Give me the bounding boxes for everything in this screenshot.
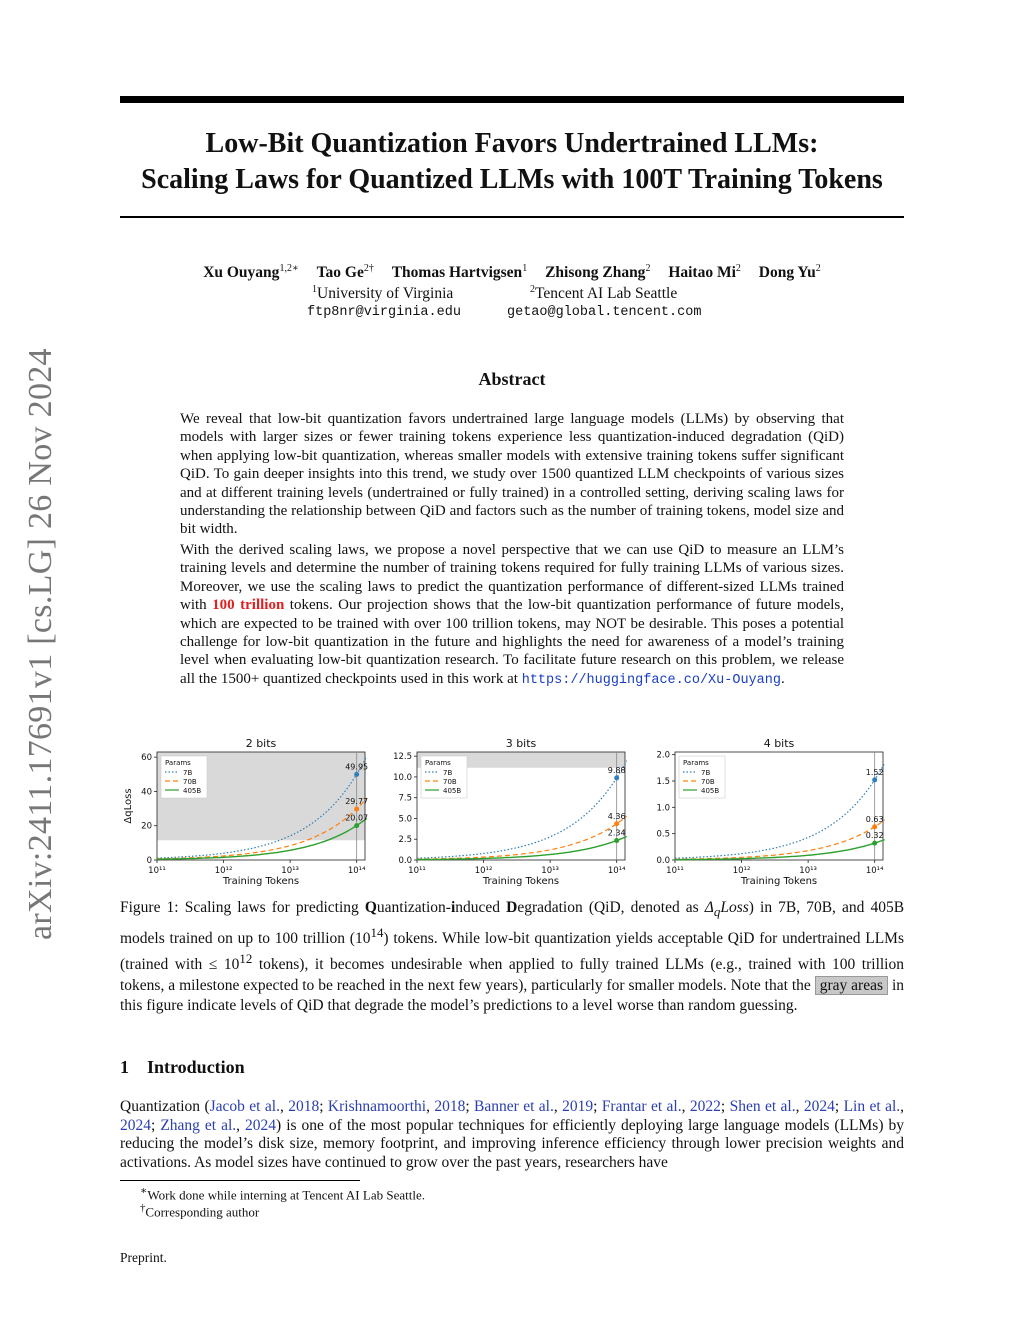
- citation-link[interactable]: 2024: [245, 1116, 277, 1134]
- y-tick-label: 2.5: [398, 835, 412, 846]
- legend: [421, 756, 467, 798]
- footnote-1: ∗Work done while interning at Tencent AI Lab Seattle.: [140, 1185, 425, 1203]
- x-axis-label: Training Tokens: [482, 876, 560, 887]
- y-tick-label: 20: [141, 821, 152, 832]
- footnote-2: †Corresponding author: [140, 1202, 260, 1220]
- citation-link[interactable]: Krishnamoorthi: [327, 1098, 427, 1115]
- figure-1-caption: Figure 1: Scaling laws for predicting Quantization-induced Degradation (QiD, denoted as $\Delta_qLoss$) in 7B, 70B, and 405B models trained on up to 100 trillion $(10^{14})$ tokens. While low-bit quantization yields acceptable QiD for undertrained LLMs (trained with ≤ $10^{12}$ tokens), it becomes undesirable when applied to fully trained LLMs (e.g., trained with 100 trillion tokens, a milestone expected to be reached in the next few years), particularly for smaller models. Note that the gray areas in this figure indicate levels of QiD that degrade the model’s predictions to a level worse than random guessing.: [120, 899, 905, 1015]
- y-axis-label: ΔqLoss: [123, 788, 134, 824]
- x-tick-label: 10¹³: [281, 866, 299, 876]
- abstract-heading: Abstract: [478, 369, 546, 389]
- title-bottom-rule: [120, 216, 904, 218]
- legend: [679, 756, 725, 798]
- email-1[interactable]: ftp8nr@virginia.edu: [307, 305, 461, 320]
- author: Dong Yu$^2$: [758, 263, 821, 282]
- endpoint-label-70B: 29.77: [345, 796, 369, 806]
- legend-title: Params: [165, 759, 191, 767]
- chart-title: 3 bits: [505, 737, 537, 750]
- introduction-paragraph: Quantization (Jacob et al., 2018; Krishnamoorthi, 2018; Banner et al., 2019; Frantar et al., 2022; Shen et al., 2024; Lin et al., 2024; Zhang et al., 2024) is one of the most popular techniques for efficiently deploying large language models (LLMs) by reducing the model’s disk size, memory footprint, and improving inference efficiency through lower precision weights and activations. As model sizes have continued to grow over the past years, researchers have: [120, 1098, 905, 1171]
- citation-link[interactable]: Jacob et al.: [209, 1098, 280, 1115]
- chart-title: 2 bits: [245, 737, 277, 750]
- y-tick-label: 0.5: [656, 829, 670, 840]
- endpoint-label-405B: 0.32: [865, 831, 884, 841]
- citation-link[interactable]: 2022: [689, 1098, 721, 1115]
- x-tick-label: 10¹²: [474, 866, 493, 876]
- legend-label-70B: 70B: [701, 778, 715, 786]
- endpoint-marker-70B: [872, 824, 877, 829]
- series-line-70B: [675, 820, 885, 859]
- figure-1: [110, 732, 910, 892]
- x-tick-label: 10¹⁴: [865, 866, 884, 876]
- y-tick-label: 60: [141, 753, 152, 764]
- x-axis-label: Training Tokens: [222, 876, 300, 887]
- citation-link[interactable]: Shen et al.: [729, 1098, 796, 1115]
- author-list: [120, 263, 904, 282]
- y-tick-label: 0.0: [656, 856, 670, 866]
- endpoint-marker-70B: [354, 806, 359, 811]
- author: Haitao Mi$^2$: [668, 263, 741, 282]
- citation-link[interactable]: Banner et al.: [474, 1098, 554, 1115]
- chart-3-bits: [393, 737, 627, 887]
- affiliation-1: $^1$University of Virginia: [312, 284, 454, 303]
- legend-label-70B: 70B: [443, 778, 457, 786]
- endpoint-marker-70B: [614, 821, 619, 826]
- x-axis-label: Training Tokens: [740, 876, 818, 887]
- legend-title: Params: [683, 759, 709, 767]
- citation-link[interactable]: 2024: [803, 1098, 835, 1115]
- y-tick-label: 0.0: [398, 856, 412, 866]
- citation-link[interactable]: 2024: [120, 1116, 151, 1134]
- title-line-2: Scaling Laws for Quantized LLMs with 100T Training Tokens: [141, 164, 883, 195]
- author: Thomas Hartvigsen$^1$: [391, 263, 528, 282]
- chart-4-bits: [656, 737, 884, 887]
- y-tick-label: 1.0: [656, 803, 670, 814]
- email-2[interactable]: getao@global.tencent.com: [507, 305, 702, 320]
- legend-title: Params: [425, 759, 451, 767]
- gray-areas-box: gray areas: [815, 976, 888, 995]
- series-line-70B: [417, 816, 627, 859]
- endpoint-marker-405B: [354, 823, 359, 828]
- author: Tao $Ge^{2\dagger}$: [316, 263, 374, 282]
- endpoint-marker-7B: [872, 777, 877, 782]
- citation-link[interactable]: 2018: [288, 1098, 320, 1115]
- y-tick-label: 2.0: [656, 750, 670, 761]
- paper-title: [120, 126, 904, 198]
- endpoint-marker-405B: [872, 841, 877, 846]
- y-tick-label: 12.5: [393, 752, 412, 763]
- citation-link[interactable]: Zhang et al.: [160, 1116, 237, 1134]
- x-tick-label: 10¹⁴: [347, 866, 366, 876]
- x-tick-label: 10¹⁴: [607, 866, 626, 876]
- x-tick-label: 10¹²: [214, 866, 233, 876]
- chart-title: 4 bits: [763, 737, 795, 750]
- endpoint-label-7B: 1.52: [865, 767, 884, 777]
- x-tick-label: 10¹¹: [408, 866, 426, 876]
- citation-link[interactable]: 2019: [562, 1098, 594, 1115]
- endpoint-label-7B: 9.88: [607, 765, 626, 775]
- legend-label-405B: 405B: [183, 787, 202, 795]
- chart-2-bits: [123, 737, 368, 887]
- x-tick-label: 10¹¹: [666, 866, 684, 876]
- footnote-rule: [120, 1180, 360, 1181]
- affiliation-2: $^2$Tencent AI Lab Seattle: [530, 284, 678, 303]
- legend: [161, 756, 207, 798]
- endpoint-label-70B: 0.63: [865, 814, 884, 824]
- legend-label-7B: 7B: [443, 769, 453, 777]
- arxiv-side-label: arXiv:2411.17691v1 [cs.LG] 26 Nov 2024: [22, 348, 59, 940]
- x-tick-label: 10¹¹: [148, 866, 166, 876]
- citation-link[interactable]: 2018: [434, 1098, 466, 1115]
- x-tick-label: 10¹³: [541, 866, 559, 876]
- y-tick-label: 7.5: [398, 793, 412, 804]
- section-heading-introduction: 1 Introduction: [120, 1057, 245, 1077]
- citation-link[interactable]: Lin et al.: [843, 1098, 901, 1115]
- endpoint-marker-405B: [614, 838, 619, 843]
- legend-label-7B: 7B: [183, 769, 193, 777]
- citation-link[interactable]: Frantar et al.: [601, 1098, 682, 1115]
- abstract-paragraph-1: We reveal that low-bit quantization favors undertrained large language models (LLMs) by observing that models with larger sizes or fewer training tokens experience less quantization-induced degradation (QiD) when applying low-bit quantization, whereas smaller models with extensive training tokens suffer significant QiD. To gain deeper insights into this trend, we study over 1500 quantized LLM checkpoints of various sizes and at different training levels (undertrained or fully trained) in a controlled setting, deriving scaling laws for understanding the relationship between QiD and factors such as the number of training tokens, model size and bit width.: [180, 411, 844, 538]
- author: Xu Ouyang$^{1,2∗}$: [203, 263, 299, 282]
- legend-label-70B: 70B: [183, 778, 197, 786]
- endpoint-marker-7B: [354, 772, 359, 777]
- legend-label-405B: 405B: [443, 787, 462, 795]
- endpoint-label-405B: 20.07: [345, 813, 369, 823]
- y-tick-label: 1.5: [656, 776, 670, 787]
- abstract-paragraph-2: With the derived scaling laws, we propose a novel perspective that we can use QiD to measure an LLM’s training levels and determine the number of training tokens required for fully training LLMs of various sizes. Moreover, we use the scaling laws to predict the quantization performance of different-sized LLMs trained with 100 trillion tokens. Our projection shows that the low-bit quantization performance of future models, which are expected to be trained with over 100 trillion tokens, may NOT be desirable. This poses a potential challenge for low-bit quantization in the future and highlights the need for awareness of a model’s training level when evaluating low-bit quantization research. To facilitate future research on this problem, we release all the 1500+ quantized checkpoints used in this work at https://huggingface.co/Xu-Ouyang.: [180, 542, 845, 688]
- x-tick-label: 10¹²: [732, 866, 751, 876]
- title-line-1: Low-Bit Quantization Favors Undertrained LLMs:: [205, 128, 819, 159]
- y-tick-label: 5.0: [398, 814, 412, 825]
- highlight-100-trillion: 100 trillion: [212, 597, 285, 614]
- title-top-rule: [120, 96, 904, 103]
- legend-label-405B: 405B: [701, 787, 720, 795]
- y-tick-label: 40: [141, 787, 152, 798]
- endpoint-label-405B: 2.34: [607, 828, 626, 838]
- y-tick-label: 0: [146, 856, 152, 866]
- endpoint-label-7B: 49.95: [345, 762, 369, 772]
- footer-preprint: Preprint.: [120, 1250, 167, 1265]
- endpoint-label-70B: 4.36: [607, 811, 626, 821]
- author: Zhisong Zhang$^2$: [545, 263, 651, 282]
- series-line-405B: [675, 840, 885, 860]
- legend-label-7B: 7B: [701, 769, 711, 777]
- x-tick-label: 10¹³: [799, 866, 817, 876]
- y-tick-label: 10.0: [393, 772, 412, 783]
- huggingface-link[interactable]: https://huggingface.co/Xu-Ouyang: [521, 672, 781, 688]
- endpoint-marker-7B: [614, 775, 619, 780]
